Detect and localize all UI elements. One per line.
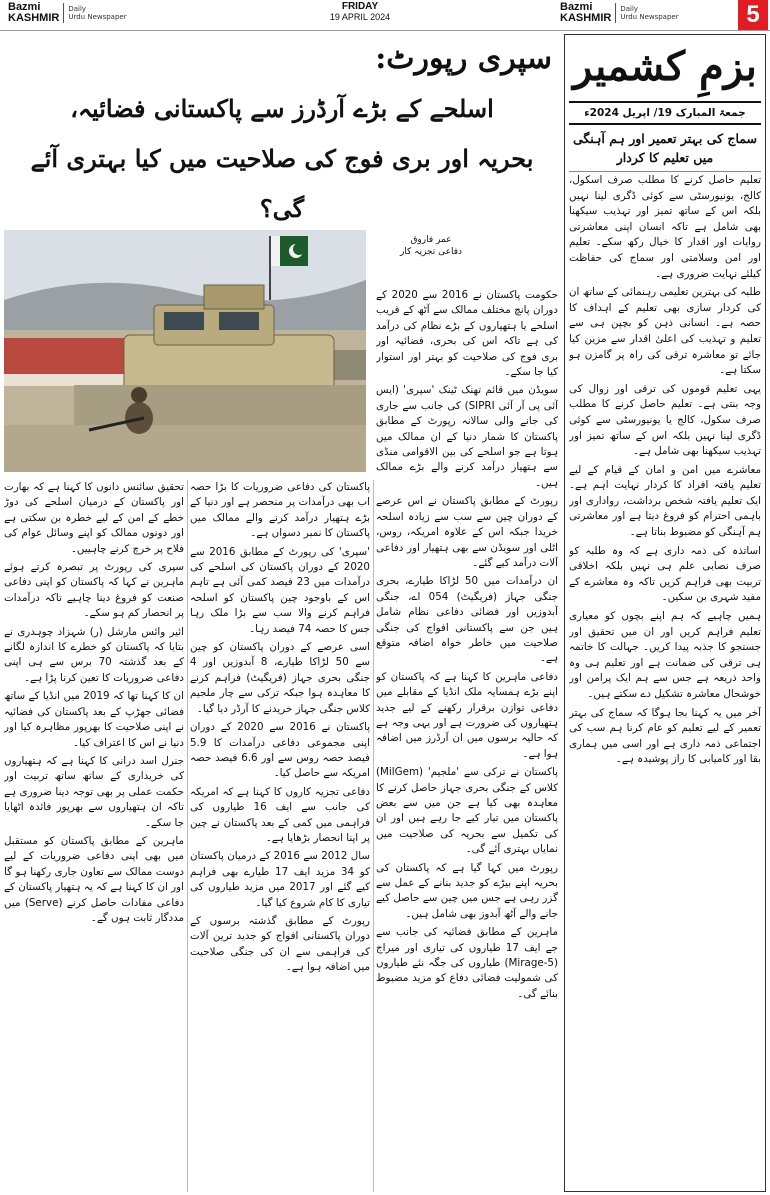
paragraph: ان درآمدات میں 50 لڑاکا طیارے، بحری جنگی جہاز (فریگیٹ) 054 اے، جنگی آبدوزیں اور فضائی دفاعی نظام شامل ہیں جن سے پاکستانی افواج کی جنگی صلاحیت میں خاطر خواہ اضافہ متوقع ہے۔ <box>376 575 558 665</box>
brand-tag-daily: Daily <box>68 5 87 13</box>
paragraph: طلبہ کی بہترین تعلیمی رہنمائی کے ساتھ ان کی کردار سازی بھی تعلیم کے اہداف کا حصہ ہے۔ انسانی ذہن کو بچپن ہی سے تعلیم و تہذیب کی اعلیٰ اقدار سے مزین کیا جائے تو معاشرہ ترقی کی راہ پر گامزن ہو سکتا ہے۔ <box>569 286 761 377</box>
byline <box>376 234 486 258</box>
brand-right <box>560 2 679 24</box>
issue-date <box>300 1 420 22</box>
brand-tag-urdu: Urdu Newspaper <box>68 13 127 21</box>
issue-date-text: 19 APRIL 2024 <box>329 12 391 22</box>
article-kicker: سپری رپورٹ: <box>375 41 552 76</box>
brand-name-line1: Bazmi <box>8 1 41 13</box>
brand-divider <box>63 3 64 23</box>
paragraph: جنرل اسد درانی کا کہنا ہے کہ ہتھیاروں کی خریداری کے ساتھ ساتھ تربیت اور حکمت عملی پر بھی توجہ دینا ضروری ہے تاکہ ان ہتھیاروں سے بھرپور فائدہ اٹھایا جا سکے۔ <box>4 754 184 829</box>
paragraph: اسی عرصے کے دوران پاکستان کو چین سے 50 لڑاکا طیارے، 8 آبدوزیں اور 4 جنگی بحری جہاز (فریگیٹ) فراہم کرنے کا معاہدہ ہوا جبکہ ترکی سے چار ملجیم کلاس جنگی جہاز خریدنے کا آرڈر دیا گیا۔ <box>190 641 370 715</box>
paragraph: رپورٹ میں کہا گیا ہے کہ پاکستان کی بحریہ اپنے بیڑے کو جدید بنانے کے عمل سے گزر رہی ہے جس میں چین سے حاصل کیے جانے والے آٹھ آبدوز بھی شامل ہیں۔ <box>376 861 558 920</box>
article-column-right <box>376 288 558 1192</box>
column-divider <box>187 480 188 1192</box>
byline-name: عمر فاروق <box>410 235 452 245</box>
paragraph: سپری کی رپورٹ پر تبصرہ کرتے ہوئے ماہرین نے کہا کہ پاکستان کو اپنی دفاعی صنعت کو فروغ دینا چاہیے تاکہ درآمدات پر انحصار کم ہو سکے۔ <box>4 561 184 620</box>
paragraph: رپورٹ کے مطابق گذشتہ برسوں کے دوران پاکستانی افواج کو جدید ترین آلات کی فراہمی سے ان کی جنگی صلاحیت میں اضافہ ہوا ہے۔ <box>190 914 370 974</box>
paragraph: دفاعی تجزیہ کاروں کا کہنا ہے کہ امریکہ کی جانب سے ایف 16 طیاروں کی فراہمی میں کمی کے بعد پاکستان نے چین پر اپنا انحصار بڑھایا ہے۔ <box>190 785 370 844</box>
brand-name-line2: KASHMIR <box>560 12 612 24</box>
paragraph: ان کا کہنا تھا کہ 2019 میں انڈیا کے ساتھ فضائی جھڑپ کے بعد پاکستان کی فضائیہ نے اپنی صلاحیت کا بھرپور مظاہرہ کیا اور دنیا نے اس کا اعتراف کیا۔ <box>4 690 184 749</box>
brand-name-line2: KASHMIR <box>8 12 60 24</box>
paragraph: دفاعی ماہرین کا کہنا ہے کہ پاکستان کو اپنے بڑے ہمسایہ ملک انڈیا کے مقابلے میں دفاعی توازن برقرار رکھنے کے لیے جدید ہتھیاروں کی ضرورت ہے اور یہی وجہ ہے کہ حالیہ برسوں میں ان آرڈرز میں اضافہ ہوا ہے۔ <box>376 670 558 760</box>
paragraph: ہمیں چاہیے کہ ہم اپنے بچوں کو معیاری تعلیم فراہم کریں اور ان میں تحقیق اور جستجو کا جذبہ پیدا کریں۔ جہالت کا خاتمہ ہی ترقی کی ضمانت ہے اور تعلیم ہی وہ واحد ذریعہ ہے جس سے ہم ایک پرامن اور خوشحال معاشرہ تشکیل دے سکتے ہیں۔ <box>569 610 761 700</box>
armoured-vehicle-image <box>4 230 366 472</box>
paragraph: پاکستان نے ترکی سے 'ملجیم' (MilGem) کلاس کے جنگی بحری جہاز حاصل کرنے کا معاہدہ بھی کیا ہے جن میں سے بعض پاکستان میں تیار کیے جا رہے ہیں اور ان کی تکمیل سے بحریہ کی صلاحیت میں نمایاں بہتری آئے گی۔ <box>376 766 558 856</box>
paragraph: 'سپری' کی رپورٹ کے مطابق 2016 سے 2020 کے دوران پاکستان کی اسلحے کی درآمدات میں 23 فیصد کمی آئی ہے تاہم اس کے باوجود چین پاکستان کو اسلحہ فراہم کرنے والا سب سے بڑا ملک رہا جس کا حصہ 74 فیصد رہا۔ <box>190 545 370 635</box>
brand-divider <box>615 3 616 23</box>
page-number: 5 <box>738 0 768 30</box>
masthead <box>0 0 770 31</box>
article-photo <box>4 230 366 472</box>
article-column-middle <box>190 480 370 1192</box>
main-article <box>4 34 558 1192</box>
headline-line-2: بحریہ اور بری فوج کی صلاحیت میں کیا بہتری آئے گی؟ <box>30 144 534 223</box>
column-divider <box>373 480 374 1192</box>
paragraph: آخر میں یہ کہنا بجا ہوگا کہ سماج کی بہتر تعمیر کے لیے تعلیم کو عام کرنا ہم سب کی اجتماعی ذمہ داری ہے اور اسی میں ہماری بقا اور کامیابی کا راز پوشیدہ ہے۔ <box>569 706 761 766</box>
editorial-body <box>569 173 761 1187</box>
brand-tag-urdu: Urdu Newspaper <box>620 13 679 21</box>
paragraph: سال 2012 سے 2016 کے درمیان پاکستان کو 34 مزید ایف 17 طیارے بھی فراہم کیے گئے اور 2017 میں مزید طیاروں کی تیاری کا کام شروع کیا گیا۔ <box>190 850 370 909</box>
paragraph: پاکستان کی دفاعی ضروریات کا بڑا حصہ اب بھی درآمدات پر منحصر ہے اور دنیا کے بڑے ہتھیار درآمد کرنے والے ممالک میں پاکستان کا نمبر دسواں ہے۔ <box>190 481 370 540</box>
headline-line-1: اسلحے کے بڑے آرڈرز سے پاکستانی فضائیہ، <box>70 94 494 123</box>
paragraph: ماہرین کے مطابق پاکستان کو مستقبل میں بھی اپنی دفاعی ضروریات کے لیے دوست ممالک سے تعاون جاری رکھنا ہو گا اور ان کا کہنا ہے کہ یہ ہتھیار پاکستان کے دفاعی مفادات حاصل کرنے (Serve) میں مددگار ثابت ہوں گے۔ <box>4 834 184 924</box>
byline-role: دفاعی تجزیہ کار <box>399 247 463 257</box>
brand-name-line1: Bazmi <box>560 1 593 13</box>
paragraph: حکومت پاکستان نے 2016 سے 2020 کے دوران پانچ مختلف ممالک سے آٹھ کے قریب اسلحے یا ہتھیاروں کے بڑے نظام کی درآمد کی ہے تاکہ اس کی بحری، فضائیہ اور بری فوج کی صلاحیت کو بہتر اور استوار کیا جا سکے۔ <box>376 289 558 379</box>
paragraph: رپورٹ کے مطابق پاکستان نے اس عرصے کے دوران چین سے سب سے زیادہ اسلحہ خریدا جبکہ اس کے علاوہ امریکہ، روس، اٹلی اور سویڈن سے بھی ہتھیار اور دفاعی آلات درآمد کیے گئے۔ <box>376 495 558 569</box>
editorial-date: جمعۃ المبارک 19/ اپریل 2024ء <box>569 101 761 125</box>
paragraph: معاشرے میں امن و امان کے قیام کے لیے تعلیم یافتہ افراد کا کردار نہایت اہم ہے۔ ایک تعلیم یافتہ شخص برداشت، رواداری اور باہمی احترام کو فروغ دیتا ہے اور معاشرتی ہم آہنگی کو مضبوط بناتا ہے۔ <box>569 463 761 539</box>
editorial-sidebar <box>564 34 766 1192</box>
paragraph: تحقیق سائنس دانوں کا کہنا ہے کہ بھارت اور پاکستان کے درمیان اسلحے کی دوڑ خطے کے امن کے لیے خطرہ بن سکتی ہے اور دونوں ممالک کو اپنے وسائل عوام کی فلاح پر خرچ کرنے چاہییں۔ <box>4 481 184 555</box>
paragraph: تعلیم حاصل کرنے کا مطلب صرف اسکول، کالج، یونیورسٹی سے کوئی ڈگری لینا نہیں بلکہ اس کے ساتھ تمیز اور تہذیب سیکھنا بھی شامل ہے تاکہ انسان اپنی معاشرتی روایات اور اقدار کا خیال رکھ سکے۔ تعلیم اور امن وسلامتی اور سماج کی حفاظت کیلئے نہایت ضروری ہے۔ <box>569 174 761 280</box>
paragraph: اساتذہ کی ذمہ داری ہے کہ وہ طلبہ کو صرف نصابی علم ہی نہیں بلکہ اخلاقی تربیت بھی فراہم کریں تاکہ وہ معاشرے کے مفید شہری بن سکیں۔ <box>569 544 761 604</box>
issue-day: FRIDAY <box>341 1 379 12</box>
paragraph: ماہرین کے مطابق فضائیہ کی جانب سے جے ایف 17 طیاروں کی تیاری اور میراج (Mirage-5) طیاروں کی جگہ نئے طیاروں کی شمولیت فضائی دفاع کو مزید مضبوط بنائے گی۔ <box>376 926 558 1000</box>
article-column-left <box>4 480 184 1192</box>
paragraph: یہی تعلیم قوموں کی ترقی اور زوال کی وجہ بنتی ہے۔ تعلیم حاصل کرنے کا مطلب صرف سکول، کالج یا یونیورسٹی سے کوئی ڈگری لینا نہیں بلکہ اس کے ساتھ تمیز اور تہذیب سیکھنا بھی شامل ہے۔ <box>569 382 761 458</box>
paragraph: سویڈن میں قائم تھنک ٹینک 'سپری' (ایس آئی پی آر آئی SIPRI) کی جانب سے جاری کی جانے والی سالانہ رپورٹ کے مطابق پاکستان کا شمار دنیا کے ان ممالک میں ہوتا ہے جو اسلحے کی بین الاقوامی منڈی سے ہتھیار درآمد کرنے والے بڑے ممالک ہیں۔ <box>376 384 558 489</box>
brand-left <box>8 2 127 24</box>
newspaper-logo: بزمِ کشمیر <box>573 43 757 90</box>
article-headline <box>12 84 552 234</box>
paragraph: پاکستان نے 2016 سے 2020 کے دوران اپنی مجموعی دفاعی درآمدات کا 5.9 فیصد حصہ روس سے اور 6.6 فیصد حصہ امریکہ سے حاصل کیا۔ <box>190 721 370 780</box>
paragraph: ائیر وائس مارشل (ر) شہزاد چوہدری نے بتایا کہ پاکستان کو خطرے کا اندازہ لگانے کے بعد گذشتہ 70 برس سے ہی اپنی دفاعی ضروریات کا تعین کرنا پڑا ہے۔ <box>4 625 184 684</box>
editorial-title: سماج کی بہتر تعمیر اور ہم آہنگی میں تعلیم کا کردار <box>569 129 761 172</box>
brand-tag-daily: Daily <box>620 5 639 13</box>
